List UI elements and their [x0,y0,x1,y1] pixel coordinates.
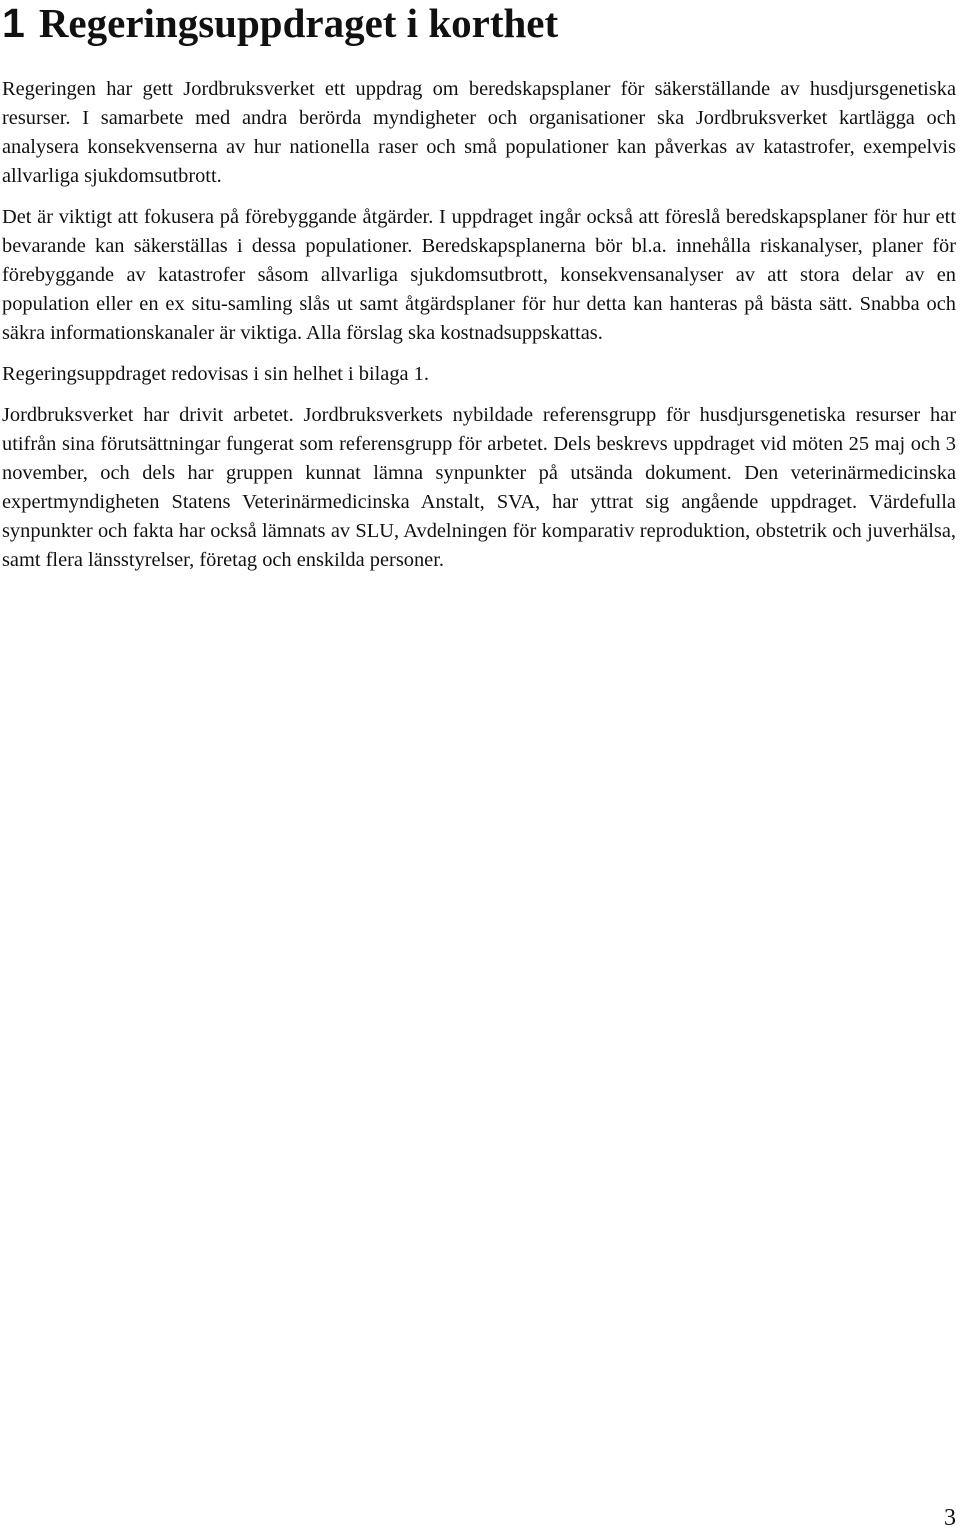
paragraph-work-process: Jordbruksverket har drivit arbetet. Jordbruksverkets nybildade referensgrupp för husdjursgenetiska resurser har utifrån sina förutsättningar fungerat som referensgrupp för arbetet. Dels beskrevs uppdraget vid möten 25 maj och 3 november, och dels har gruppen kunnat lämna synpunkter på utsända dokument. Den veterinärmedicinska expertmyndigheten Statens Veterinärmedicinska Anstalt, SVA, har yttrat sig angående uppdraget. Värdefulla synpunkter och fakta har också lämnats av SLU, Avdelningen för komparativ reproduktion, obstetrik och juverhälsa, samt flera länsstyrelser, företag och enskilda personer. [2,404,956,571]
paragraph-focus: Det är viktigt att fokusera på förebyggande åtgärder. I uppdraget ingår också att föreslå beredskapsplaner för hur ett bevarande kan säkerställas i dessa populationer. Beredskapsplanerna bör bl.a. innehålla riskanalyser, planer för förebyggande av katastrofer såsom allvarliga sjukdomsutbrott, konsekvensanalyser av att stora delar av en population eller en ex situ-samling slås ut samt åtgärdsplaner för hur detta kan hanteras på bästa sätt. Snabba och säkra informationskanaler är viktiga. Alla förslag ska kostnadsuppskattas. [2,206,956,344]
paragraph-appendix-reference: Regeringsuppdraget redovisas i sin helhet i bilaga 1. [2,363,429,385]
page-number: 3 [944,1505,956,1531]
section-number: 1 [2,0,25,46]
body-text [2,75,956,587]
section-title: Regeringsuppdraget i korthet [38,0,559,46]
paragraph-assignment: Regeringen har gett Jordbruksverket ett uppdrag om beredskapsplaner för säkerställande av husdjursgenetiska resurser. I samarbete med andra berörda myndigheter och organisationer ska Jordbruksverket kartlägga och analysera konsekvenserna av hur nationella raser och små populationer kan påverkas av katastrofer, exempelvis allvarliga sjukdomsutbrott. [2,78,956,187]
section-heading [2,0,558,46]
